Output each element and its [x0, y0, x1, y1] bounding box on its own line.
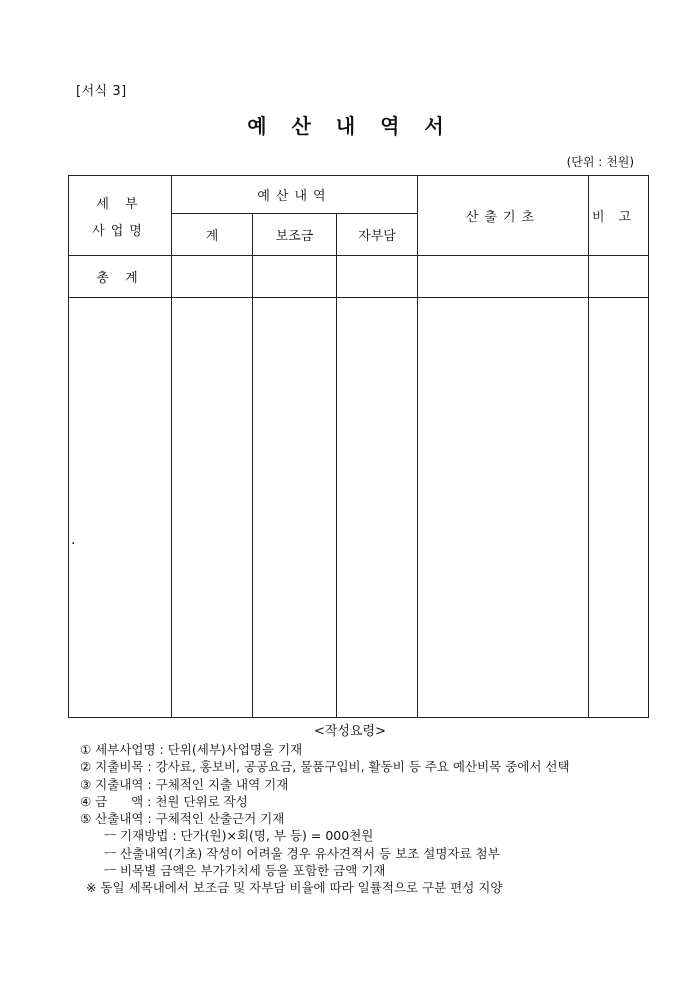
cell-total-self[interactable] [337, 256, 418, 298]
guide-item-3: ③ 지출내역 : 구체적인 지출 내역 기재 [80, 776, 289, 792]
page-title: 예 산 내 역 서 [247, 114, 453, 138]
cell-total-note[interactable] [589, 256, 649, 298]
header-subproject-line2: 사업명 [92, 223, 148, 239]
cell-body-subproject[interactable] [69, 298, 172, 718]
guide-note: ※ 동일 세목내에서 보조금 및 자부담 비율에 따라 일률적으로 구분 편성 지양 [86, 880, 503, 896]
header-note: 비고 [589, 176, 649, 256]
cell-body-note[interactable] [589, 298, 649, 718]
cell-total-subsidy[interactable] [253, 256, 337, 298]
cell-total-basis[interactable] [418, 256, 589, 298]
header-basis: 산출기초 [418, 176, 589, 256]
row-total-label: 총 계 [69, 256, 172, 298]
budget-table [68, 175, 649, 718]
header-subproject-line1: 세 부 [96, 196, 144, 212]
guide-item-2: ② 지출비목 : 강사료, 홍보비, 공공요금, 물품구입비, 활동비 등 주요 예산비목 중에서 선택 [80, 759, 570, 775]
guide-item-4: ④ 금 액 : 천원 단위로 작성 [80, 793, 248, 809]
guide-item-1: ① 세부사업명 : 단위(세부)사업명을 기재 [80, 742, 303, 757]
guide-subitem-method: ㅡ 기재방법 : 단가(원)×회(명, 부 등) = 000천원 [104, 828, 374, 844]
cell-body-basis[interactable] [418, 298, 589, 718]
cell-total-amount[interactable] [172, 256, 253, 298]
cell-body-subsidy[interactable] [253, 298, 337, 718]
guide-item-5: ⑤ 산출내역 : 구체적인 산출근거 기재 [80, 811, 285, 827]
form-label: [서식 3] [76, 84, 127, 99]
guide-subitem-vat: ㅡ 비목별 금액은 부가가치세 등을 포함한 금액 기재 [104, 863, 386, 879]
cell-body-self[interactable] [337, 298, 418, 718]
unit-note: (단위 : 천원) [566, 155, 634, 169]
guide-title: <작성요령> [313, 724, 387, 739]
guide-subitem-attachment: ㅡ 산출내역(기초) 작성이 어려울 경우 유사견적서 등 보조 설명자료 첨부 [104, 845, 500, 861]
header-subproject [69, 176, 172, 256]
header-budget-group: 예산내역 [172, 176, 418, 214]
header-subsidy: 보조금 [253, 214, 337, 256]
cell-body-amount[interactable] [172, 298, 253, 718]
header-self: 자부담 [337, 214, 418, 256]
stray-dot: . [71, 532, 76, 548]
header-total: 계 [172, 214, 253, 256]
guide-list [80, 741, 570, 897]
